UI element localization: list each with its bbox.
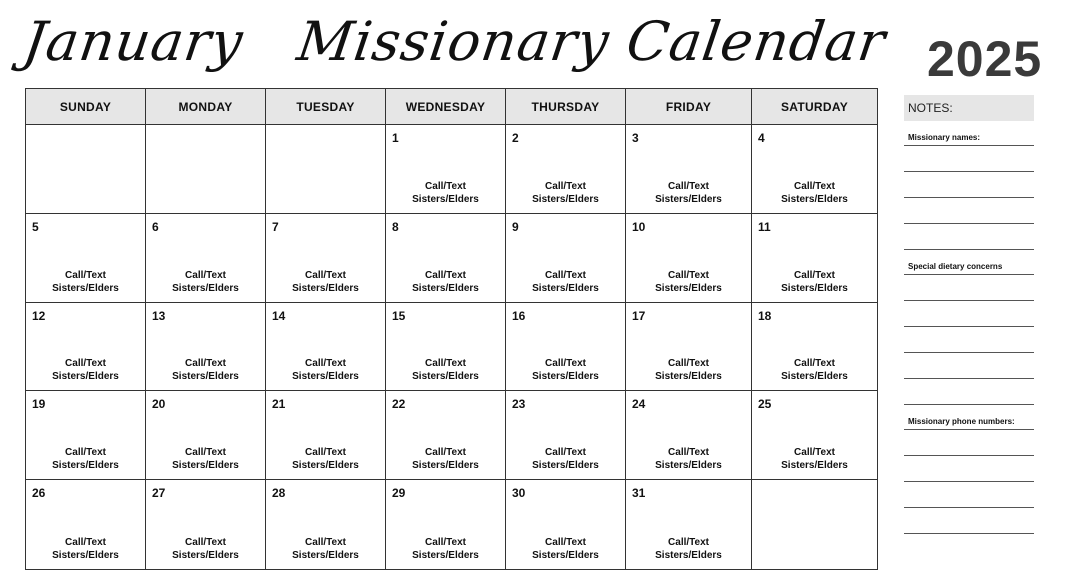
note-sisters-elders: Sisters/Elders [781, 193, 848, 205]
notes-write-line[interactable] [904, 327, 1034, 353]
day-number: 11 [758, 219, 771, 234]
notes-write-line[interactable] [904, 482, 1034, 508]
notes-write-line[interactable] [904, 146, 1034, 172]
day-note [386, 357, 505, 383]
note-call-text: Call/Text [668, 447, 709, 459]
notes-write-line[interactable] [904, 275, 1034, 301]
calendar-grid [25, 88, 878, 570]
note-sisters-elders: Sisters/Elders [781, 371, 848, 383]
note-call-text: Call/Text [65, 537, 106, 548]
day-note [626, 536, 751, 562]
month-title: January [19, 10, 248, 73]
note-call-text: Call/Text [185, 269, 226, 281]
day-number: 15 [392, 308, 406, 323]
note-call-text: Call/Text [185, 358, 226, 370]
day-number: 7 [272, 219, 279, 234]
year-label: 2025 [927, 31, 1043, 87]
note-sisters-elders: Sisters/Elders [655, 282, 722, 294]
note-call-text: Call/Text [794, 358, 835, 370]
day-note [386, 536, 505, 562]
note-sisters-elders: Sisters/Elders [532, 193, 599, 205]
notes-write-line[interactable] [904, 301, 1034, 327]
note-sisters-elders: Sisters/Elders [781, 282, 848, 294]
day-cell[interactable] [626, 125, 752, 214]
note-sisters-elders: Sisters/Elders [52, 550, 119, 561]
day-number: 26 [32, 486, 46, 501]
notes-write-line[interactable] [904, 198, 1034, 224]
notes-section-label: Special dietary concerns [904, 262, 1034, 275]
day-number: 6 [152, 219, 159, 234]
day-note [506, 357, 625, 383]
day-cell[interactable] [266, 303, 386, 392]
day-number: 18 [758, 308, 772, 323]
note-sisters-elders: Sisters/Elders [532, 550, 599, 561]
day-number: 9 [512, 219, 519, 234]
day-cell[interactable] [386, 303, 506, 392]
note-sisters-elders: Sisters/Elders [172, 460, 239, 472]
note-call-text: Call/Text [65, 358, 106, 370]
note-sisters-elders: Sisters/Elders [412, 193, 479, 205]
note-sisters-elders: Sisters/Elders [412, 460, 479, 472]
day-note [506, 180, 625, 206]
note-sisters-elders: Sisters/Elders [655, 550, 722, 561]
empty-cell[interactable] [266, 125, 386, 214]
note-sisters-elders: Sisters/Elders [781, 460, 848, 472]
day-note [386, 180, 505, 206]
day-note [266, 357, 385, 383]
day-number: 1 [392, 131, 399, 145]
weekday-header: THURSDAY [506, 89, 626, 125]
day-cell[interactable] [26, 303, 146, 392]
note-call-text: Call/Text [185, 447, 226, 459]
day-number: 13 [152, 308, 166, 323]
note-sisters-elders: Sisters/Elders [412, 282, 479, 294]
day-cell[interactable] [506, 391, 626, 480]
day-number: 21 [272, 397, 286, 412]
day-cell[interactable] [26, 480, 146, 569]
note-call-text: Call/Text [305, 537, 346, 548]
day-note [752, 180, 877, 206]
day-number: 31 [632, 486, 646, 501]
note-sisters-elders: Sisters/Elders [292, 371, 359, 383]
notes-write-line[interactable] [904, 224, 1034, 250]
day-note [26, 446, 145, 472]
day-cell[interactable] [752, 214, 877, 303]
day-note [146, 357, 265, 383]
day-cell[interactable] [26, 214, 146, 303]
weekday-header: FRIDAY [626, 89, 752, 125]
day-note [146, 536, 265, 562]
day-number: 20 [152, 397, 166, 412]
note-call-text: Call/Text [65, 447, 106, 459]
weekday-header: SATURDAY [752, 89, 877, 125]
notes-sections [904, 133, 1034, 534]
note-call-text: Call/Text [425, 358, 466, 370]
note-sisters-elders: Sisters/Elders [532, 282, 599, 294]
day-number: 24 [632, 397, 646, 412]
note-sisters-elders: Sisters/Elders [655, 371, 722, 383]
day-note [386, 446, 505, 472]
day-cell[interactable] [266, 480, 386, 569]
day-number: 23 [512, 397, 526, 412]
day-note [26, 536, 145, 562]
day-cell[interactable] [146, 214, 266, 303]
day-number: 10 [632, 219, 646, 234]
note-call-text: Call/Text [794, 447, 835, 459]
day-note [26, 269, 145, 295]
empty-cell[interactable] [146, 125, 266, 214]
notes-header: NOTES: [904, 95, 1034, 121]
day-cell[interactable] [386, 391, 506, 480]
note-call-text: Call/Text [545, 537, 586, 548]
day-note [26, 357, 145, 383]
day-number: 29 [392, 486, 406, 501]
day-cell[interactable] [506, 303, 626, 392]
note-call-text: Call/Text [305, 358, 346, 370]
note-call-text: Call/Text [545, 447, 586, 459]
note-sisters-elders: Sisters/Elders [292, 282, 359, 294]
day-note [626, 180, 751, 206]
day-note [752, 446, 877, 472]
day-note [506, 269, 625, 295]
day-number: 2 [512, 131, 519, 145]
notes-write-line[interactable] [904, 456, 1034, 482]
note-call-text: Call/Text [425, 537, 466, 548]
day-number: 22 [392, 397, 406, 412]
page-title: Missionary Calendar [293, 10, 890, 73]
note-sisters-elders: Sisters/Elders [655, 193, 722, 205]
note-sisters-elders: Sisters/Elders [655, 460, 722, 472]
day-cell[interactable] [26, 391, 146, 480]
day-number: 28 [272, 486, 286, 501]
note-sisters-elders: Sisters/Elders [52, 371, 119, 383]
notes-write-line[interactable] [904, 508, 1034, 534]
empty-cell[interactable] [752, 480, 877, 569]
note-call-text: Call/Text [545, 358, 586, 370]
day-cell[interactable] [266, 391, 386, 480]
note-sisters-elders: Sisters/Elders [52, 282, 119, 294]
note-call-text: Call/Text [305, 269, 346, 281]
day-number: 19 [32, 397, 46, 412]
note-call-text: Call/Text [794, 269, 835, 281]
day-number: 17 [632, 308, 646, 323]
note-call-text: Call/Text [425, 447, 466, 459]
note-sisters-elders: Sisters/Elders [172, 282, 239, 294]
day-number: 8 [392, 219, 399, 234]
day-number: 12 [32, 308, 46, 323]
day-cell[interactable] [386, 125, 506, 214]
note-call-text: Call/Text [305, 447, 346, 459]
day-cell[interactable] [146, 480, 266, 569]
day-cell[interactable] [626, 391, 752, 480]
note-call-text: Call/Text [668, 358, 709, 370]
day-note [506, 446, 625, 472]
note-call-text: Call/Text [65, 269, 106, 281]
notes-section-label: Missionary names: [904, 133, 1034, 146]
note-call-text: Call/Text [425, 269, 466, 281]
day-note [626, 357, 751, 383]
note-sisters-elders: Sisters/Elders [172, 550, 239, 561]
notes-write-line[interactable] [904, 430, 1034, 456]
day-note [266, 269, 385, 295]
note-call-text: Call/Text [545, 269, 586, 281]
note-sisters-elders: Sisters/Elders [412, 550, 479, 561]
day-note [752, 357, 877, 383]
day-number: 4 [758, 131, 765, 145]
day-number: 16 [512, 308, 526, 323]
day-number: 27 [152, 486, 166, 501]
day-number: 5 [32, 219, 39, 234]
note-sisters-elders: Sisters/Elders [412, 371, 479, 383]
note-call-text: Call/Text [545, 180, 586, 192]
day-note [146, 269, 265, 295]
day-cell[interactable] [266, 214, 386, 303]
note-sisters-elders: Sisters/Elders [532, 460, 599, 472]
day-cell[interactable] [506, 214, 626, 303]
empty-cell[interactable] [26, 125, 146, 214]
day-number: 30 [512, 486, 526, 501]
day-cell[interactable] [146, 391, 266, 480]
day-cell[interactable] [386, 214, 506, 303]
note-call-text: Call/Text [185, 537, 226, 548]
note-call-text: Call/Text [425, 180, 466, 192]
day-cell[interactable] [626, 480, 752, 569]
note-call-text: Call/Text [668, 180, 709, 192]
day-cell[interactable] [626, 214, 752, 303]
note-sisters-elders: Sisters/Elders [52, 460, 119, 472]
weekday-header: WEDNESDAY [386, 89, 506, 125]
note-call-text: Call/Text [668, 269, 709, 281]
day-cell[interactable] [626, 303, 752, 392]
day-number: 3 [632, 131, 639, 145]
day-number: 14 [272, 308, 286, 323]
day-cell[interactable] [752, 125, 877, 214]
note-sisters-elders: Sisters/Elders [292, 550, 359, 561]
day-note [506, 536, 625, 562]
day-cell[interactable] [506, 125, 626, 214]
day-cell[interactable] [752, 391, 877, 480]
day-note [626, 269, 751, 295]
note-sisters-elders: Sisters/Elders [172, 371, 239, 383]
notes-section-label: Missionary phone numbers: [904, 417, 1034, 430]
note-sisters-elders: Sisters/Elders [292, 460, 359, 472]
day-note [752, 269, 877, 295]
notes-write-line[interactable] [904, 172, 1034, 198]
weekday-header: TUESDAY [266, 89, 386, 125]
day-note [626, 446, 751, 472]
day-note [386, 269, 505, 295]
day-cell[interactable] [386, 480, 506, 569]
day-cell[interactable] [506, 480, 626, 569]
note-call-text: Call/Text [794, 180, 835, 192]
note-call-text: Call/Text [668, 537, 709, 548]
day-note [146, 446, 265, 472]
day-note [266, 536, 385, 562]
day-note [266, 446, 385, 472]
weekday-header: MONDAY [146, 89, 266, 125]
day-number: 25 [758, 397, 772, 412]
note-sisters-elders: Sisters/Elders [532, 371, 599, 383]
notes-panel [904, 95, 1034, 534]
day-cell[interactable] [752, 303, 877, 392]
notes-write-line[interactable] [904, 353, 1034, 379]
notes-write-line[interactable] [904, 379, 1034, 405]
day-cell[interactable] [146, 303, 266, 392]
weekday-header: SUNDAY [26, 89, 146, 125]
